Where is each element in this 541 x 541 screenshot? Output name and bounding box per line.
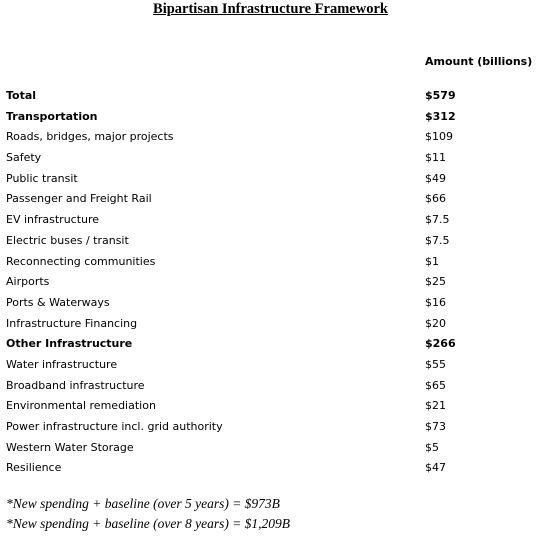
row-amount: $21 [425,399,446,413]
row-label: Electric buses / transit [6,233,129,247]
row-amount: $16 [425,295,446,309]
row-amount: $109 [425,130,453,144]
row-label: Roads, bridges, major projects [6,130,174,144]
row-amount: $579 [425,89,456,102]
row-amount: $7.5 [425,213,450,227]
footnote-5-year: *New spending + baseline (over 5 years) = $973B [6,496,280,511]
row-label: Infrastructure Financing [6,316,138,330]
row-label: Water infrastructure [6,357,118,371]
table-row [0,294,541,315]
table-row [0,377,541,398]
table-row [0,87,541,108]
row-label: Western Water Storage [6,440,134,454]
table-row [0,459,541,480]
row-amount: $1 [425,254,439,268]
row-label: Public transit [6,171,78,185]
table-row [0,190,541,211]
row-label: Total [6,89,37,102]
row-label: Resilience [6,461,62,475]
row-label: Environmental remediation [6,399,156,413]
row-amount: $25 [425,275,446,289]
document-title: Bipartisan Infrastructure Framework [153,1,388,17]
table-row [0,315,541,336]
table-row [0,211,541,232]
table-row [0,108,541,129]
row-label: Ports & Waterways [6,295,110,309]
row-amount: $20 [425,316,446,330]
table-row [0,253,541,274]
row-amount: $5 [425,440,439,454]
row-amount: $11 [425,151,446,165]
row-amount: $312 [425,109,456,123]
row-label: Airports [6,275,50,289]
row-amount: $266 [425,337,456,351]
row-label: Broadband infrastructure [6,378,145,392]
row-amount: $73 [425,420,446,433]
row-amount: $49 [425,171,446,185]
row-amount: $7.5 [425,233,450,247]
table-row [0,418,541,439]
row-label: EV infrastructure [6,213,100,227]
row-amount: $55 [425,357,446,371]
row-amount: $65 [425,378,446,392]
table-row [0,232,541,253]
footnote-8-year: *New spending + baseline (over 8 years) = $1,209B [6,516,291,531]
framework-table [0,87,541,480]
row-label: Reconnecting communities [6,254,156,268]
footnotes [6,494,290,534]
row-amount: $66 [425,192,446,206]
table-row [0,170,541,191]
table-row [0,356,541,377]
row-label: Power infrastructure incl. grid authority [6,420,223,433]
table-row [0,273,541,294]
row-label: Other Infrastructure [6,337,133,351]
amount-column-header: Amount (billions) [425,55,533,68]
table-row [0,439,541,460]
row-label: Safety [6,151,42,165]
table-row [0,149,541,170]
row-label: Transportation [6,109,98,123]
table-row [0,128,541,149]
row-label: Passenger and Freight Rail [6,192,152,206]
row-amount: $47 [425,461,446,475]
table-row [0,397,541,418]
table-row [0,335,541,356]
